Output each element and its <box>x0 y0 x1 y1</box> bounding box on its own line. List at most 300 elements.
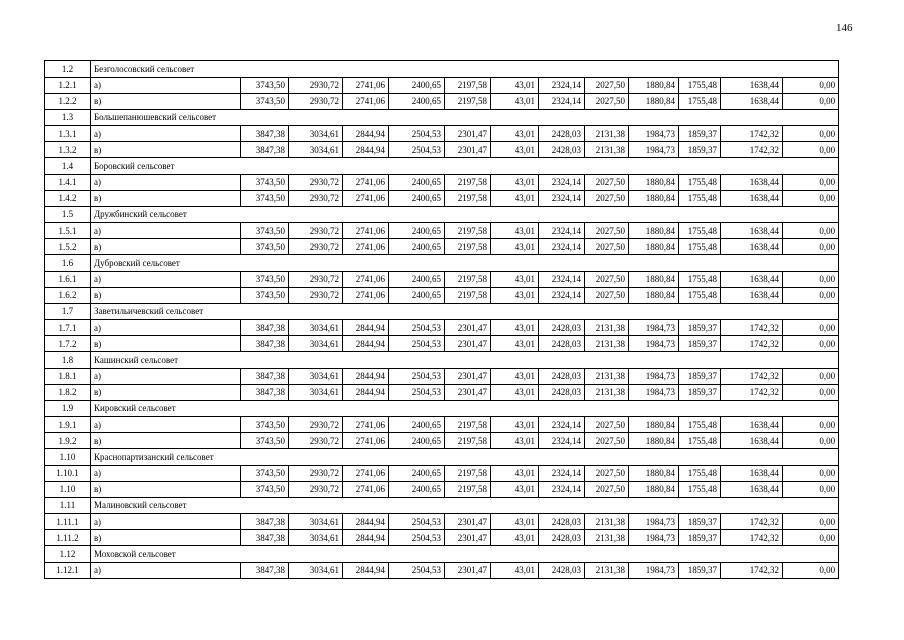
value-cell: 3743,50 <box>241 417 289 433</box>
value-cell: 2930,72 <box>289 465 343 481</box>
table-row <box>45 126 839 142</box>
table-row <box>45 142 839 158</box>
value-cell: 2027,50 <box>585 239 629 255</box>
value-cell: 2741,06 <box>343 174 389 190</box>
value-cell: 2504,53 <box>389 142 445 158</box>
value-cell: 2741,06 <box>343 239 389 255</box>
value-cell: 43,01 <box>491 384 539 400</box>
value-cell: 2324,14 <box>539 77 585 93</box>
row-number: 1.6.1 <box>45 271 91 287</box>
section-name: Большепанюшевский сельсовет <box>91 109 839 126</box>
value-cell: 1880,84 <box>629 223 679 239</box>
value-cell: 2504,53 <box>389 562 445 578</box>
value-cell: 1638,44 <box>721 239 783 255</box>
value-cell: 3847,38 <box>241 384 289 400</box>
value-cell: 43,01 <box>491 481 539 497</box>
value-cell: 2197,58 <box>445 465 491 481</box>
value-cell: 1880,84 <box>629 287 679 303</box>
value-cell: 3743,50 <box>241 433 289 449</box>
value-cell: 1984,73 <box>629 514 679 530</box>
value-cell: 2930,72 <box>289 223 343 239</box>
value-cell: 1638,44 <box>721 174 783 190</box>
section-row <box>45 206 839 223</box>
value-cell: 3743,50 <box>241 174 289 190</box>
value-cell: 2197,58 <box>445 239 491 255</box>
section-row <box>45 158 839 175</box>
value-cell: 2197,58 <box>445 433 491 449</box>
table-row <box>45 93 839 109</box>
table-row <box>45 320 839 336</box>
value-cell: 2504,53 <box>389 514 445 530</box>
section-number: 1.9 <box>45 400 91 417</box>
table-row <box>45 562 839 578</box>
value-cell: 2324,14 <box>539 287 585 303</box>
section-number: 1.3 <box>45 109 91 126</box>
value-cell: 1638,44 <box>721 465 783 481</box>
value-cell: 1742,32 <box>721 368 783 384</box>
section-name: Дубровский сельсовет <box>91 255 839 272</box>
value-cell: 1638,44 <box>721 287 783 303</box>
value-cell: 2131,38 <box>585 336 629 352</box>
section-number: 1.12 <box>45 546 91 563</box>
row-number: 1.9.1 <box>45 417 91 433</box>
section-name: Кировский сельсовет <box>91 400 839 417</box>
value-cell: 2400,65 <box>389 433 445 449</box>
value-cell: 1880,84 <box>629 465 679 481</box>
table-body <box>45 61 839 579</box>
row-label: а) <box>91 77 241 93</box>
value-cell: 2504,53 <box>389 368 445 384</box>
value-cell: 3034,61 <box>289 320 343 336</box>
value-cell: 2844,94 <box>343 384 389 400</box>
row-label: а) <box>91 174 241 190</box>
value-cell: 1755,48 <box>679 481 721 497</box>
value-cell: 2741,06 <box>343 433 389 449</box>
row-number: 1.4.2 <box>45 190 91 206</box>
value-cell: 2324,14 <box>539 239 585 255</box>
value-cell: 1859,37 <box>679 562 721 578</box>
value-cell: 2301,47 <box>445 384 491 400</box>
value-cell: 1638,44 <box>721 417 783 433</box>
section-name: Малиновский сельсовет <box>91 497 839 514</box>
value-cell: 2027,50 <box>585 271 629 287</box>
value-cell: 3743,50 <box>241 481 289 497</box>
section-number: 1.7 <box>45 303 91 320</box>
row-number: 1.5.1 <box>45 223 91 239</box>
value-cell: 43,01 <box>491 417 539 433</box>
page-number: 146 <box>836 22 853 34</box>
row-label: в) <box>91 239 241 255</box>
value-cell: 2324,14 <box>539 93 585 109</box>
section-name: Боровский сельсовет <box>91 158 839 175</box>
row-number: 1.10.1 <box>45 465 91 481</box>
table-row <box>45 417 839 433</box>
value-cell: 2027,50 <box>585 481 629 497</box>
value-cell: 3743,50 <box>241 223 289 239</box>
row-label: в) <box>91 481 241 497</box>
section-row <box>45 352 839 369</box>
value-cell: 3034,61 <box>289 562 343 578</box>
value-cell: 2197,58 <box>445 271 491 287</box>
value-cell: 1755,48 <box>679 77 721 93</box>
row-number: 1.6.2 <box>45 287 91 303</box>
row-number: 1.8.1 <box>45 368 91 384</box>
value-cell: 2131,38 <box>585 320 629 336</box>
value-cell: 2197,58 <box>445 174 491 190</box>
value-cell: 43,01 <box>491 530 539 546</box>
value-cell: 0,00 <box>783 530 839 546</box>
value-cell: 1638,44 <box>721 223 783 239</box>
value-cell: 2027,50 <box>585 77 629 93</box>
row-number: 1.3.2 <box>45 142 91 158</box>
table-row <box>45 271 839 287</box>
value-cell: 2400,65 <box>389 174 445 190</box>
value-cell: 3847,38 <box>241 562 289 578</box>
value-cell: 1742,32 <box>721 126 783 142</box>
value-cell: 2400,65 <box>389 77 445 93</box>
value-cell: 2844,94 <box>343 126 389 142</box>
value-cell: 1880,84 <box>629 174 679 190</box>
value-cell: 2844,94 <box>343 142 389 158</box>
table-row <box>45 77 839 93</box>
value-cell: 3743,50 <box>241 190 289 206</box>
value-cell: 1638,44 <box>721 433 783 449</box>
value-cell: 2131,38 <box>585 530 629 546</box>
value-cell: 0,00 <box>783 271 839 287</box>
value-cell: 2400,65 <box>389 465 445 481</box>
value-cell: 43,01 <box>491 368 539 384</box>
value-cell: 3743,50 <box>241 271 289 287</box>
value-cell: 2400,65 <box>389 239 445 255</box>
section-number: 1.4 <box>45 158 91 175</box>
value-cell: 0,00 <box>783 320 839 336</box>
value-cell: 3847,38 <box>241 530 289 546</box>
row-label: а) <box>91 514 241 530</box>
value-cell: 1755,48 <box>679 417 721 433</box>
value-cell: 2131,38 <box>585 514 629 530</box>
row-number: 1.11.2 <box>45 530 91 546</box>
value-cell: 2301,47 <box>445 514 491 530</box>
value-cell: 1984,73 <box>629 336 679 352</box>
value-cell: 1984,73 <box>629 126 679 142</box>
table-row <box>45 223 839 239</box>
value-cell: 2741,06 <box>343 93 389 109</box>
value-cell: 0,00 <box>783 384 839 400</box>
section-row <box>45 546 839 563</box>
value-cell: 2400,65 <box>389 223 445 239</box>
value-cell: 1984,73 <box>629 384 679 400</box>
section-name: Моховской сельсовет <box>91 546 839 563</box>
value-cell: 3034,61 <box>289 142 343 158</box>
value-cell: 2844,94 <box>343 368 389 384</box>
value-cell: 2741,06 <box>343 417 389 433</box>
table-row <box>45 239 839 255</box>
row-label: а) <box>91 223 241 239</box>
value-cell: 43,01 <box>491 174 539 190</box>
section-name: Краснопартизанский сельсовет <box>91 449 839 466</box>
row-number: 1.11.1 <box>45 514 91 530</box>
value-cell: 0,00 <box>783 126 839 142</box>
section-name: Заветильичевский сельсовет <box>91 303 839 320</box>
value-cell: 1742,32 <box>721 142 783 158</box>
value-cell: 1755,48 <box>679 239 721 255</box>
value-cell: 1638,44 <box>721 271 783 287</box>
value-cell: 43,01 <box>491 223 539 239</box>
value-cell: 2428,03 <box>539 320 585 336</box>
value-cell: 0,00 <box>783 77 839 93</box>
value-cell: 2741,06 <box>343 223 389 239</box>
value-cell: 2504,53 <box>389 530 445 546</box>
value-cell: 0,00 <box>783 174 839 190</box>
value-cell: 2741,06 <box>343 190 389 206</box>
value-cell: 2131,38 <box>585 126 629 142</box>
value-cell: 3034,61 <box>289 514 343 530</box>
value-cell: 0,00 <box>783 433 839 449</box>
row-number: 1.10 <box>45 481 91 497</box>
row-label: в) <box>91 433 241 449</box>
value-cell: 2741,06 <box>343 287 389 303</box>
table-row <box>45 174 839 190</box>
value-cell: 3847,38 <box>241 368 289 384</box>
value-cell: 1755,48 <box>679 223 721 239</box>
value-cell: 0,00 <box>783 465 839 481</box>
value-cell: 43,01 <box>491 465 539 481</box>
value-cell: 1755,48 <box>679 433 721 449</box>
value-cell: 2741,06 <box>343 465 389 481</box>
value-cell: 43,01 <box>491 336 539 352</box>
value-cell: 1859,37 <box>679 336 721 352</box>
value-cell: 2131,38 <box>585 368 629 384</box>
row-label: в) <box>91 142 241 158</box>
value-cell: 1859,37 <box>679 142 721 158</box>
table-row <box>45 530 839 546</box>
value-cell: 1742,32 <box>721 336 783 352</box>
value-cell: 1880,84 <box>629 239 679 255</box>
row-label: в) <box>91 384 241 400</box>
section-number: 1.6 <box>45 255 91 272</box>
value-cell: 1880,84 <box>629 93 679 109</box>
value-cell: 2930,72 <box>289 93 343 109</box>
value-cell: 2197,58 <box>445 287 491 303</box>
value-cell: 1742,32 <box>721 384 783 400</box>
value-cell: 2027,50 <box>585 433 629 449</box>
row-number: 1.2.1 <box>45 77 91 93</box>
value-cell: 1880,84 <box>629 271 679 287</box>
value-cell: 2400,65 <box>389 271 445 287</box>
section-number: 1.11 <box>45 497 91 514</box>
table-row <box>45 368 839 384</box>
value-cell: 2504,53 <box>389 384 445 400</box>
value-cell: 0,00 <box>783 481 839 497</box>
section-row <box>45 303 839 320</box>
value-cell: 43,01 <box>491 142 539 158</box>
value-cell: 3847,38 <box>241 514 289 530</box>
value-cell: 1638,44 <box>721 77 783 93</box>
value-cell: 1638,44 <box>721 481 783 497</box>
value-cell: 0,00 <box>783 562 839 578</box>
value-cell: 3847,38 <box>241 320 289 336</box>
section-number: 1.8 <box>45 352 91 369</box>
value-cell: 2400,65 <box>389 417 445 433</box>
row-number: 1.2.2 <box>45 93 91 109</box>
value-cell: 2504,53 <box>389 126 445 142</box>
row-number: 1.4.1 <box>45 174 91 190</box>
table-row <box>45 481 839 497</box>
value-cell: 2324,14 <box>539 433 585 449</box>
row-label: а) <box>91 465 241 481</box>
value-cell: 2324,14 <box>539 223 585 239</box>
value-cell: 2428,03 <box>539 384 585 400</box>
value-cell: 0,00 <box>783 223 839 239</box>
row-label: а) <box>91 126 241 142</box>
table-row <box>45 287 839 303</box>
value-cell: 2027,50 <box>585 287 629 303</box>
value-cell: 2428,03 <box>539 368 585 384</box>
value-cell: 1859,37 <box>679 384 721 400</box>
value-cell: 2400,65 <box>389 93 445 109</box>
value-cell: 1859,37 <box>679 320 721 336</box>
table-row <box>45 190 839 206</box>
value-cell: 43,01 <box>491 514 539 530</box>
value-cell: 1742,32 <box>721 562 783 578</box>
value-cell: 2324,14 <box>539 481 585 497</box>
value-cell: 3743,50 <box>241 77 289 93</box>
value-cell: 2741,06 <box>343 271 389 287</box>
value-cell: 2197,58 <box>445 481 491 497</box>
value-cell: 0,00 <box>783 239 839 255</box>
value-cell: 2131,38 <box>585 384 629 400</box>
value-cell: 2400,65 <box>389 287 445 303</box>
section-row <box>45 255 839 272</box>
value-cell: 1984,73 <box>629 142 679 158</box>
table-row <box>45 384 839 400</box>
table-row <box>45 465 839 481</box>
row-label: в) <box>91 336 241 352</box>
value-cell: 2930,72 <box>289 271 343 287</box>
section-number: 1.2 <box>45 61 91 78</box>
value-cell: 1984,73 <box>629 320 679 336</box>
value-cell: 2428,03 <box>539 336 585 352</box>
value-cell: 1742,32 <box>721 320 783 336</box>
value-cell: 1859,37 <box>679 530 721 546</box>
table-row <box>45 433 839 449</box>
value-cell: 1742,32 <box>721 514 783 530</box>
value-cell: 2301,47 <box>445 530 491 546</box>
value-cell: 2428,03 <box>539 126 585 142</box>
value-cell: 1859,37 <box>679 368 721 384</box>
value-cell: 1755,48 <box>679 465 721 481</box>
value-cell: 2324,14 <box>539 465 585 481</box>
value-cell: 1638,44 <box>721 93 783 109</box>
value-cell: 2400,65 <box>389 190 445 206</box>
value-cell: 2930,72 <box>289 287 343 303</box>
value-cell: 2844,94 <box>343 514 389 530</box>
section-row <box>45 400 839 417</box>
row-label: а) <box>91 368 241 384</box>
row-number: 1.9.2 <box>45 433 91 449</box>
value-cell: 0,00 <box>783 336 839 352</box>
value-cell: 43,01 <box>491 126 539 142</box>
value-cell: 1880,84 <box>629 417 679 433</box>
section-row <box>45 449 839 466</box>
value-cell: 2930,72 <box>289 433 343 449</box>
value-cell: 43,01 <box>491 239 539 255</box>
value-cell: 43,01 <box>491 433 539 449</box>
value-cell: 2301,47 <box>445 562 491 578</box>
value-cell: 2197,58 <box>445 417 491 433</box>
table-row <box>45 336 839 352</box>
row-label: а) <box>91 320 241 336</box>
value-cell: 2324,14 <box>539 417 585 433</box>
value-cell: 2301,47 <box>445 320 491 336</box>
value-cell: 2930,72 <box>289 239 343 255</box>
section-row <box>45 109 839 126</box>
value-cell: 2930,72 <box>289 481 343 497</box>
value-cell: 0,00 <box>783 190 839 206</box>
value-cell: 1638,44 <box>721 190 783 206</box>
value-cell: 0,00 <box>783 514 839 530</box>
value-cell: 1755,48 <box>679 271 721 287</box>
value-cell: 3847,38 <box>241 336 289 352</box>
value-cell: 3034,61 <box>289 368 343 384</box>
value-cell: 2930,72 <box>289 417 343 433</box>
section-row <box>45 61 839 78</box>
value-cell: 2844,94 <box>343 530 389 546</box>
value-cell: 2504,53 <box>389 320 445 336</box>
value-cell: 2741,06 <box>343 481 389 497</box>
value-cell: 3034,61 <box>289 384 343 400</box>
value-cell: 1880,84 <box>629 77 679 93</box>
row-number: 1.12.1 <box>45 562 91 578</box>
row-label: а) <box>91 417 241 433</box>
value-cell: 1880,84 <box>629 190 679 206</box>
value-cell: 2844,94 <box>343 336 389 352</box>
value-cell: 43,01 <box>491 287 539 303</box>
value-cell: 1880,84 <box>629 481 679 497</box>
value-cell: 2844,94 <box>343 320 389 336</box>
value-cell: 2027,50 <box>585 174 629 190</box>
value-cell: 2324,14 <box>539 174 585 190</box>
value-cell: 2930,72 <box>289 77 343 93</box>
value-cell: 2301,47 <box>445 336 491 352</box>
value-cell: 2197,58 <box>445 77 491 93</box>
value-cell: 3034,61 <box>289 530 343 546</box>
value-cell: 43,01 <box>491 320 539 336</box>
tariff-table <box>44 60 839 579</box>
section-name: Безголосовский сельсовет <box>91 61 839 78</box>
value-cell: 1755,48 <box>679 93 721 109</box>
section-row <box>45 497 839 514</box>
value-cell: 1859,37 <box>679 514 721 530</box>
value-cell: 3847,38 <box>241 142 289 158</box>
value-cell: 3743,50 <box>241 465 289 481</box>
row-number: 1.7.2 <box>45 336 91 352</box>
section-name: Кашинский сельсовет <box>91 352 839 369</box>
value-cell: 2027,50 <box>585 465 629 481</box>
value-cell: 2027,50 <box>585 417 629 433</box>
value-cell: 2428,03 <box>539 562 585 578</box>
value-cell: 1880,84 <box>629 433 679 449</box>
value-cell: 0,00 <box>783 417 839 433</box>
value-cell: 43,01 <box>491 190 539 206</box>
value-cell: 3743,50 <box>241 93 289 109</box>
section-number: 1.5 <box>45 206 91 223</box>
value-cell: 43,01 <box>491 562 539 578</box>
value-cell: 43,01 <box>491 93 539 109</box>
value-cell: 2741,06 <box>343 77 389 93</box>
value-cell: 1755,48 <box>679 174 721 190</box>
value-cell: 2428,03 <box>539 530 585 546</box>
